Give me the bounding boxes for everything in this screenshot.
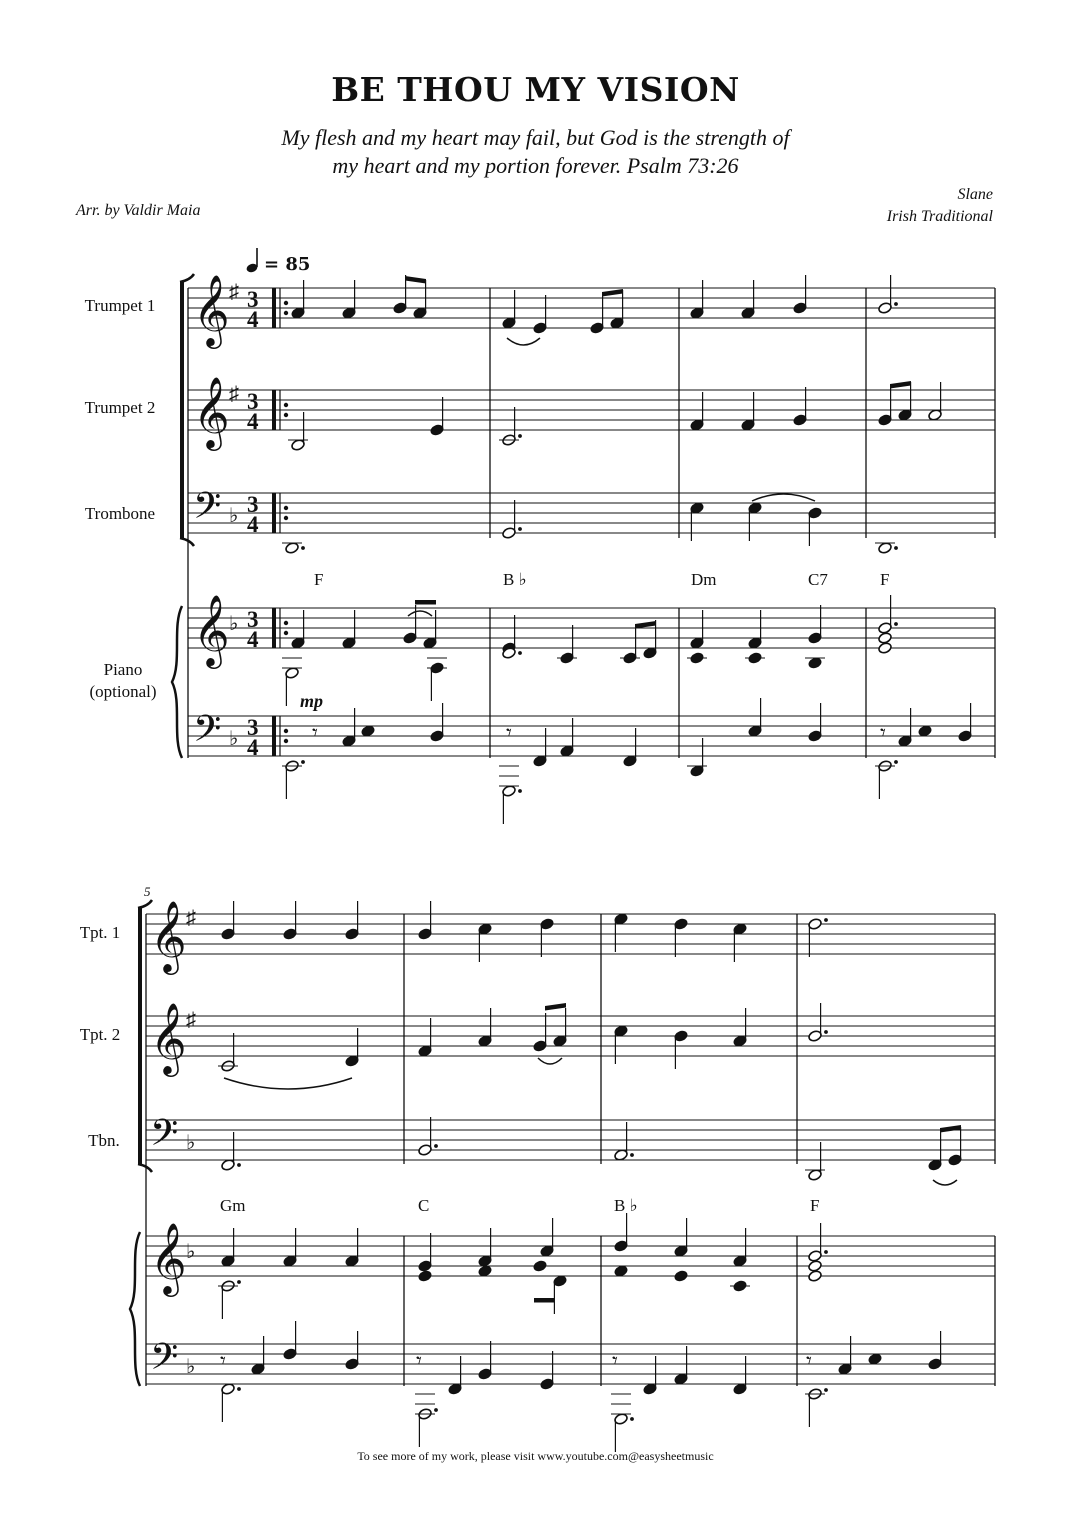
augmentation-dot bbox=[434, 1408, 438, 1412]
slur bbox=[224, 1078, 352, 1089]
flat-key-signature: ♭ bbox=[186, 1132, 196, 1154]
group-bracket bbox=[138, 908, 142, 1164]
repeat-dot bbox=[284, 729, 288, 733]
label-trombone: Trombone bbox=[84, 504, 156, 523]
chord-symbol: Dm bbox=[691, 570, 717, 589]
label-tpt-1: Tpt. 1 bbox=[79, 923, 121, 942]
augmentation-dot bbox=[518, 527, 522, 531]
label-piano: Piano bbox=[103, 660, 143, 679]
bracket-hook bbox=[180, 538, 194, 546]
bass-clef: 𝄢 bbox=[193, 486, 222, 535]
composer-name: Irish Traditional bbox=[886, 208, 993, 225]
treble-clef: 𝄞 bbox=[193, 597, 230, 665]
repeat-thick-bar bbox=[272, 288, 276, 328]
tempo-marking bbox=[245, 248, 310, 275]
note-head bbox=[878, 632, 893, 645]
time-signature-top: 3 bbox=[247, 389, 259, 414]
beam bbox=[635, 621, 656, 629]
beam bbox=[534, 1298, 555, 1303]
dynamic-mp: mp bbox=[300, 691, 324, 711]
piano-brace bbox=[130, 1232, 140, 1386]
eighth-rest: 𝄾 bbox=[880, 720, 886, 745]
time-signature-bottom: 4 bbox=[247, 627, 259, 652]
augmentation-dot bbox=[301, 546, 305, 550]
flat-key-signature: ♭ bbox=[229, 613, 239, 635]
chord-symbol: Gm bbox=[220, 1196, 246, 1215]
label-tpt-2: Tpt. 2 bbox=[79, 1025, 121, 1044]
bass-clef: 𝄢 bbox=[150, 1113, 179, 1162]
eighth-rest: 𝄾 bbox=[506, 720, 512, 745]
footer-note: To see more of my work, please visit www.youtube.com@easysheetmusic bbox=[357, 1449, 714, 1463]
beam bbox=[415, 600, 436, 605]
time-signature-bottom: 4 bbox=[247, 307, 259, 332]
augmentation-dot bbox=[301, 760, 305, 764]
label-trumpet-2: Trumpet 2 bbox=[84, 398, 156, 417]
bracket-hook bbox=[138, 1164, 152, 1172]
augmentation-dot bbox=[894, 302, 898, 306]
augmentation-dot bbox=[824, 1250, 828, 1254]
group-bracket bbox=[180, 282, 184, 538]
bass-clef: 𝄢 bbox=[150, 1337, 179, 1386]
system-1 bbox=[172, 274, 995, 824]
treble-clef: 𝄞 bbox=[150, 1005, 187, 1073]
augmentation-dot bbox=[434, 1144, 438, 1148]
label-trumpet-1: Trumpet 1 bbox=[84, 296, 156, 315]
beam bbox=[940, 1125, 961, 1133]
time-signature-top: 3 bbox=[247, 287, 259, 312]
repeat-thick-bar bbox=[272, 716, 276, 756]
bass-clef: 𝄢 bbox=[193, 709, 222, 758]
tune-name: Slane bbox=[957, 186, 993, 203]
slur bbox=[408, 611, 432, 616]
chord-symbol: C bbox=[418, 1196, 430, 1215]
time-signature-bottom: 4 bbox=[247, 512, 259, 537]
sharp-key-signature: ♯ bbox=[229, 281, 239, 303]
note-head bbox=[533, 1260, 548, 1273]
eighth-rest: 𝄾 bbox=[806, 1348, 812, 1373]
repeat-dot bbox=[284, 311, 288, 315]
augmentation-dot bbox=[894, 622, 898, 626]
repeat-dot bbox=[284, 631, 288, 635]
sharp-key-signature: ♯ bbox=[229, 383, 239, 405]
slur bbox=[538, 1058, 562, 1064]
repeat-dot bbox=[284, 301, 288, 305]
chord-symbol: B ♭ bbox=[503, 570, 527, 589]
chord-symbol: F bbox=[880, 570, 890, 589]
beam bbox=[890, 381, 911, 389]
augmentation-dot bbox=[237, 1280, 241, 1284]
augmentation-dot bbox=[824, 918, 828, 922]
eighth-rest: 𝄾 bbox=[312, 720, 318, 745]
subtitle-line-2: my heart and my portion forever. Psalm 73:26 bbox=[332, 153, 739, 178]
note-head bbox=[418, 1270, 433, 1283]
label-piano-optional: (optional) bbox=[89, 682, 157, 701]
chord-symbol: C7 bbox=[808, 570, 828, 589]
repeat-dot bbox=[284, 413, 288, 417]
chord-symbol: F bbox=[810, 1196, 820, 1215]
augmentation-dot bbox=[824, 1388, 828, 1392]
repeat-dot bbox=[284, 403, 288, 407]
slur bbox=[752, 494, 815, 501]
augmentation-dot bbox=[894, 760, 898, 764]
repeat-dot bbox=[284, 739, 288, 743]
augmentation-dot bbox=[237, 1387, 241, 1391]
augmentation-dot bbox=[894, 546, 898, 550]
treble-clef: 𝄞 bbox=[150, 903, 187, 971]
repeat-dot bbox=[284, 506, 288, 510]
repeat-thick-bar bbox=[272, 390, 276, 430]
eighth-rest: 𝄾 bbox=[612, 1348, 618, 1373]
arranger-credit: Arr. by Valdir Maia bbox=[76, 202, 201, 219]
treble-clef: 𝄞 bbox=[193, 379, 230, 447]
page-title: BE THOU MY VISION bbox=[331, 70, 740, 109]
time-signature-top: 3 bbox=[247, 492, 259, 517]
sharp-key-signature: ♯ bbox=[186, 907, 196, 929]
flat-key-signature: ♭ bbox=[186, 1356, 196, 1378]
flat-key-signature: ♭ bbox=[229, 728, 239, 750]
tempo-text: = 85 bbox=[264, 254, 311, 275]
beam bbox=[405, 276, 426, 284]
note-head bbox=[808, 1270, 823, 1283]
beam bbox=[602, 289, 623, 297]
augmentation-dot bbox=[518, 789, 522, 793]
time-signature-top: 3 bbox=[247, 607, 259, 632]
chord-symbol: B ♭ bbox=[614, 1196, 638, 1215]
repeat-thick-bar bbox=[272, 493, 276, 533]
eighth-rest: 𝄾 bbox=[220, 1348, 226, 1373]
beam bbox=[545, 1003, 566, 1011]
note-head bbox=[674, 1270, 689, 1283]
flat-key-signature: ♭ bbox=[186, 1241, 196, 1263]
time-signature-bottom: 4 bbox=[247, 735, 259, 760]
subtitle-line-1: My flesh and my heart may fail, but God is the strength of bbox=[281, 125, 790, 150]
slur bbox=[933, 1180, 957, 1185]
augmentation-dot bbox=[630, 1153, 634, 1157]
augmentation-dot bbox=[824, 1030, 828, 1034]
slur bbox=[507, 338, 540, 345]
label-tbn: Tbn. bbox=[88, 1131, 120, 1150]
repeat-dot bbox=[284, 516, 288, 520]
eighth-rest: 𝄾 bbox=[416, 1348, 422, 1373]
repeat-thick-bar bbox=[272, 608, 276, 648]
piano-brace bbox=[172, 606, 182, 758]
system-2 bbox=[130, 900, 995, 1452]
augmentation-dot bbox=[518, 434, 522, 438]
augmentation-dot bbox=[237, 1163, 241, 1167]
augmentation-dot bbox=[630, 1417, 634, 1421]
augmentation-dot bbox=[518, 651, 522, 655]
treble-clef: 𝄞 bbox=[193, 277, 230, 345]
bracket-hook bbox=[180, 274, 194, 282]
repeat-dot bbox=[284, 621, 288, 625]
sharp-key-signature: ♯ bbox=[186, 1009, 196, 1031]
treble-clef: 𝄞 bbox=[150, 1225, 187, 1293]
time-signature-bottom: 4 bbox=[247, 409, 259, 434]
note-head bbox=[878, 642, 893, 655]
time-signature-top: 3 bbox=[247, 715, 259, 740]
measure-number: 5 bbox=[144, 884, 151, 899]
chord-symbol: F bbox=[314, 570, 324, 589]
note-head bbox=[808, 1260, 823, 1273]
flat-key-signature: ♭ bbox=[229, 505, 239, 527]
